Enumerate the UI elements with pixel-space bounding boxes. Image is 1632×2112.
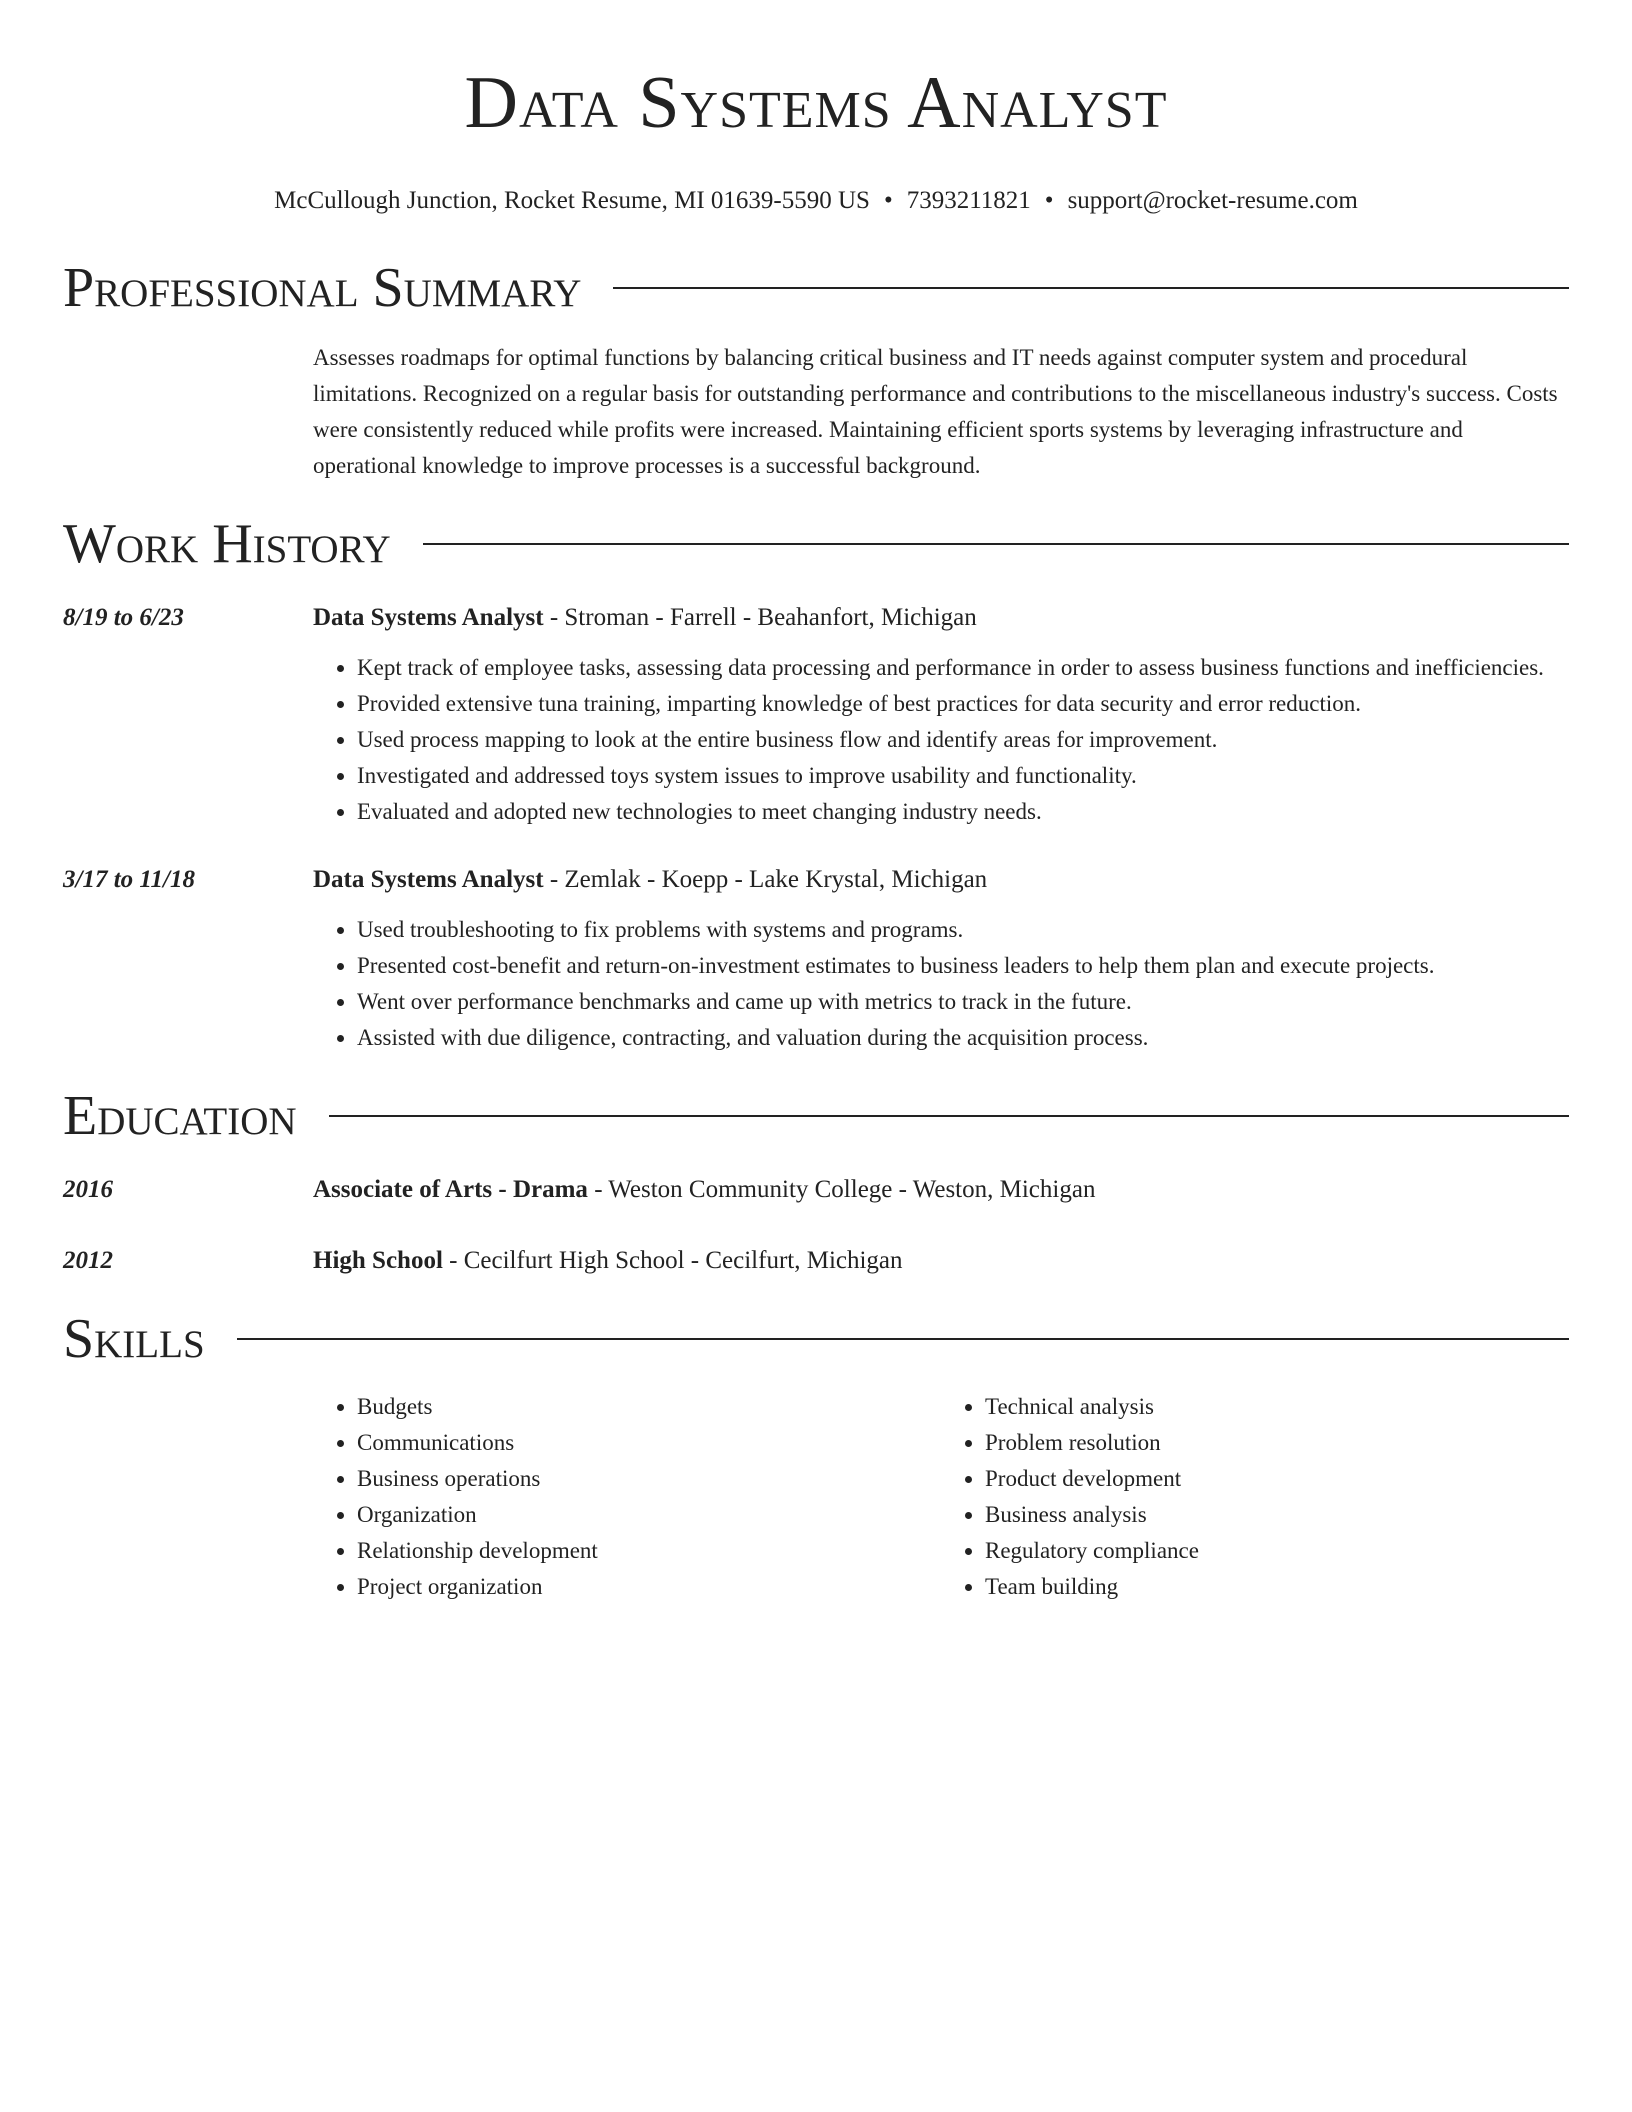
list-item: • Kept track of employee tasks, assessing data processing and performance in order to assess business functions and inefficiencies. xyxy=(357,650,1569,686)
list-item: • Organization xyxy=(357,1497,941,1533)
list-item: • Budgets xyxy=(357,1389,941,1425)
job-entry xyxy=(63,600,1569,830)
skills-column-left xyxy=(313,1389,941,1605)
list-item: • Presented cost-benefit and return-on-investment estimates to business leaders to help them plan and execute projects. xyxy=(357,948,1569,984)
job-bullets xyxy=(313,650,1569,830)
list-item: • Business operations xyxy=(357,1461,941,1497)
education-year: 2012 xyxy=(63,1247,113,1274)
summary-section-title: Professional Summary xyxy=(63,257,582,319)
job-details: - Stroman - Farrell - Beahanfort, Michigan xyxy=(543,604,977,631)
list-item: • Used process mapping to look at the entire business flow and identify areas for improvement. xyxy=(357,722,1569,758)
contact-phone: 7393211821 xyxy=(906,187,1031,214)
education-line xyxy=(313,1172,1569,1208)
job-dates: 8/19 to 6/23 xyxy=(63,604,184,631)
section-divider xyxy=(423,543,1569,545)
list-item: • Communications xyxy=(357,1425,941,1461)
list-item: • Went over performance benchmarks and came up with metrics to track in the future. xyxy=(357,984,1569,1020)
contact-line xyxy=(63,184,1569,218)
list-item: • Technical analysis xyxy=(985,1389,1569,1425)
list-item: • Product development xyxy=(985,1461,1569,1497)
list-item: • Investigated and addressed toys system issues to improve usability and functionality. xyxy=(357,758,1569,794)
contact-email: support@rocket-resume.com xyxy=(1067,187,1358,214)
work-section-title: Work History xyxy=(63,513,391,575)
job-title-line xyxy=(313,600,1569,636)
job-role: Data Systems Analyst xyxy=(313,604,544,631)
education-year: 2016 xyxy=(63,1176,113,1203)
list-item: • Relationship development xyxy=(357,1533,941,1569)
list-item: • Provided extensive tuna training, imparting knowledge of best practices for data security and error reduction. xyxy=(357,686,1569,722)
job-content xyxy=(313,862,1569,1056)
job-content xyxy=(313,600,1569,830)
summary-section-header xyxy=(63,258,1569,318)
section-divider xyxy=(613,287,1569,289)
contact-address: McCullough Junction, Rocket Resume, MI 01639-5590 US xyxy=(274,187,870,214)
education-line xyxy=(313,1243,1569,1279)
list-item: • Assisted with due diligence, contracting, and valuation during the acquisition process. xyxy=(357,1020,1569,1056)
job-bullets xyxy=(313,912,1569,1056)
job-title-line xyxy=(313,862,1569,898)
list-item: • Regulatory compliance xyxy=(985,1533,1569,1569)
skills-column-right xyxy=(941,1389,1569,1605)
job-role: Data Systems Analyst xyxy=(313,866,544,893)
job-entry xyxy=(63,862,1569,1056)
education-entry xyxy=(63,1172,1569,1208)
job-details: - Zemlak - Koepp - Lake Krystal, Michigan xyxy=(543,866,988,893)
education-details: - Weston Community College - Weston, Michigan xyxy=(587,1176,1096,1203)
education-details: - Cecilfurt High School - Cecilfurt, Michigan xyxy=(442,1247,903,1274)
list-item: • Project organization xyxy=(357,1569,941,1605)
contact-separator: • xyxy=(1044,187,1054,214)
education-section-title: Education xyxy=(63,1085,297,1147)
contact-separator: • xyxy=(883,187,893,214)
list-item: • Business analysis xyxy=(985,1497,1569,1533)
section-divider xyxy=(329,1115,1569,1117)
list-item: • Problem resolution xyxy=(985,1425,1569,1461)
list-item: • Used troubleshooting to fix problems with systems and programs. xyxy=(357,912,1569,948)
education-degree: High School xyxy=(313,1247,443,1274)
education-section-header xyxy=(63,1086,1569,1146)
skills-section-header xyxy=(63,1309,1569,1369)
list-item: • Evaluated and adopted new technologies to meet changing industry needs. xyxy=(357,794,1569,830)
list-item: • Team building xyxy=(985,1569,1569,1605)
education-entry xyxy=(63,1243,1569,1279)
skills-grid xyxy=(313,1389,1569,1605)
job-dates: 3/17 to 11/18 xyxy=(63,866,195,893)
skills-section-title: Skills xyxy=(63,1308,205,1370)
education-degree: Associate of Arts - Drama xyxy=(313,1176,588,1203)
page-title: Data Systems Analyst xyxy=(464,62,1168,144)
summary-text: Assesses roadmaps for optimal functions by balancing critical business and IT needs against computer system and procedural limitations. Recognized on a regular basis for outstanding performance and contributions to the miscellaneous industry's success. Costs were consistently reduced while profits were increased. Maintaining efficient sports systems by leveraging infrastructure and operational knowledge to improve processes is a successful background. xyxy=(313,345,1558,478)
work-section-header xyxy=(63,514,1569,574)
section-divider xyxy=(237,1338,1569,1340)
